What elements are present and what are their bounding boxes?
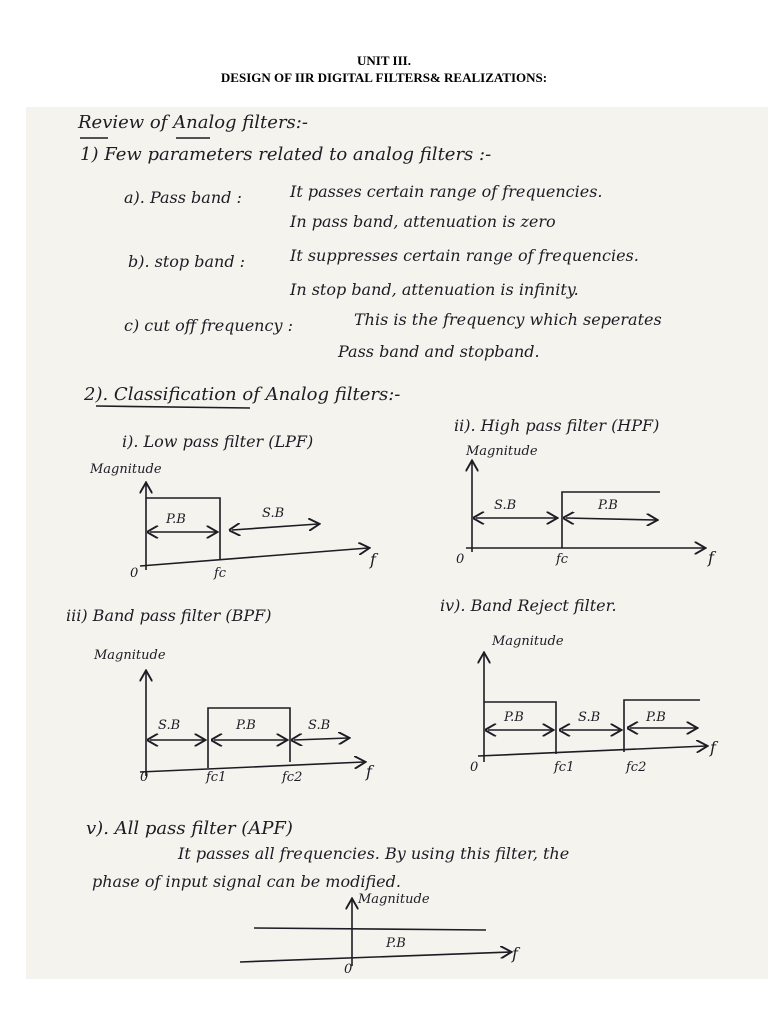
cutoff-text2: Pass band and stopband. <box>338 342 540 361</box>
bpf-passband-box <box>208 708 290 768</box>
brf-title: iv). Band Reject filter. <box>440 596 617 615</box>
bpf-title: iii) Band pass filter (BPF) <box>66 606 272 625</box>
lpf-origin-label: 0 <box>130 566 139 581</box>
lpf-passband-box <box>146 498 220 560</box>
apf-title: v). All pass filter (APF) <box>86 818 293 839</box>
hpf-title: ii). High pass filter (HPF) <box>454 416 660 435</box>
hpf-sb-label: S.B <box>494 498 517 513</box>
passband-text: It passes certain range of frequencies. <box>290 182 603 201</box>
stopband-text2: In stop band, attenuation is infinity. <box>290 280 579 299</box>
bpf-x-axis <box>140 762 364 772</box>
brf-sb-label: S.B <box>578 710 601 725</box>
unit-subtitle: DESIGN OF IIR DIGITAL FILTERS& REALIZATIONS: <box>220 70 548 85</box>
cutoff-label: c) cut off frequency : <box>124 316 293 335</box>
lpf-title: i). Low pass filter (LPF) <box>122 432 314 451</box>
hpf-f-label: f <box>708 548 714 567</box>
brf-passband-box1 <box>484 702 556 754</box>
item1-heading: 1) Few parameters related to analog filters :- <box>80 144 492 165</box>
item2-heading: 2). Classification of Analog filters:- <box>84 384 401 405</box>
bpf-magnitude-label: Magnitude <box>94 648 166 663</box>
brf-x-axis <box>478 746 706 756</box>
brf-origin-label: 0 <box>470 760 479 775</box>
brf-fc1-label: fc1 <box>554 760 575 775</box>
bpf-sb2-arrow <box>294 738 348 740</box>
item2-underline <box>96 406 250 408</box>
stopband-label: b). stop band : <box>128 252 246 271</box>
passband-label: a). Pass band : <box>124 188 242 207</box>
stopband-text: It suppresses certain range of frequencies. <box>290 246 639 265</box>
hpf-origin-label: 0 <box>456 552 465 567</box>
hpf-fc-label: fc <box>556 552 569 567</box>
lpf-f-label: f <box>370 550 376 569</box>
apf-magnitude-label: Magnitude <box>358 892 430 907</box>
lpf-sb-arrow <box>232 524 318 530</box>
apf-pb-label: P.B <box>386 936 406 951</box>
apf-passband-line <box>254 928 486 930</box>
hpf-pb-label: P.B <box>598 498 618 513</box>
passband-text2: In pass band, attenuation is zero <box>290 212 556 231</box>
apf-origin-label: 0 <box>344 962 353 977</box>
apf-x-axis <box>240 952 510 962</box>
apf-text: It passes all frequencies. By using this filter, the <box>178 844 570 863</box>
brf-passband-box2 <box>624 700 700 752</box>
unit-title: UNIT III. <box>357 53 411 68</box>
bpf-sb1-label: S.B <box>158 718 181 733</box>
brf-fc2-label: fc2 <box>626 760 647 775</box>
lpf-sb-label: S.B <box>262 506 285 521</box>
lpf-x-axis <box>140 548 368 566</box>
bpf-sb2-label: S.B <box>308 718 331 733</box>
bpf-origin-label: 0 <box>140 770 149 785</box>
brf-magnitude-label: Magnitude <box>492 634 564 649</box>
brf-f-label: f <box>710 738 716 757</box>
brf-pb2-label: P.B <box>646 710 666 725</box>
lpf-fc-label: fc <box>214 566 227 581</box>
apf-f-label: f <box>512 944 518 963</box>
review-heading: Review of Analog filters:- <box>78 112 308 133</box>
lpf-magnitude-label: Magnitude <box>90 462 162 477</box>
apf-text2: phase of input signal can be modified. <box>92 872 401 891</box>
lpf-pb-label: P.B <box>166 512 186 527</box>
bpf-f-label: f <box>366 762 372 781</box>
hpf-pb-arrow <box>566 518 656 520</box>
bpf-fc1-label: fc1 <box>206 770 227 785</box>
cutoff-text: This is the frequency which seperates <box>354 310 662 329</box>
hpf-magnitude-label: Magnitude <box>466 444 538 459</box>
brf-pb1-label: P.B <box>504 710 524 725</box>
bpf-fc2-label: fc2 <box>282 770 303 785</box>
bpf-pb-label: P.B <box>236 718 256 733</box>
